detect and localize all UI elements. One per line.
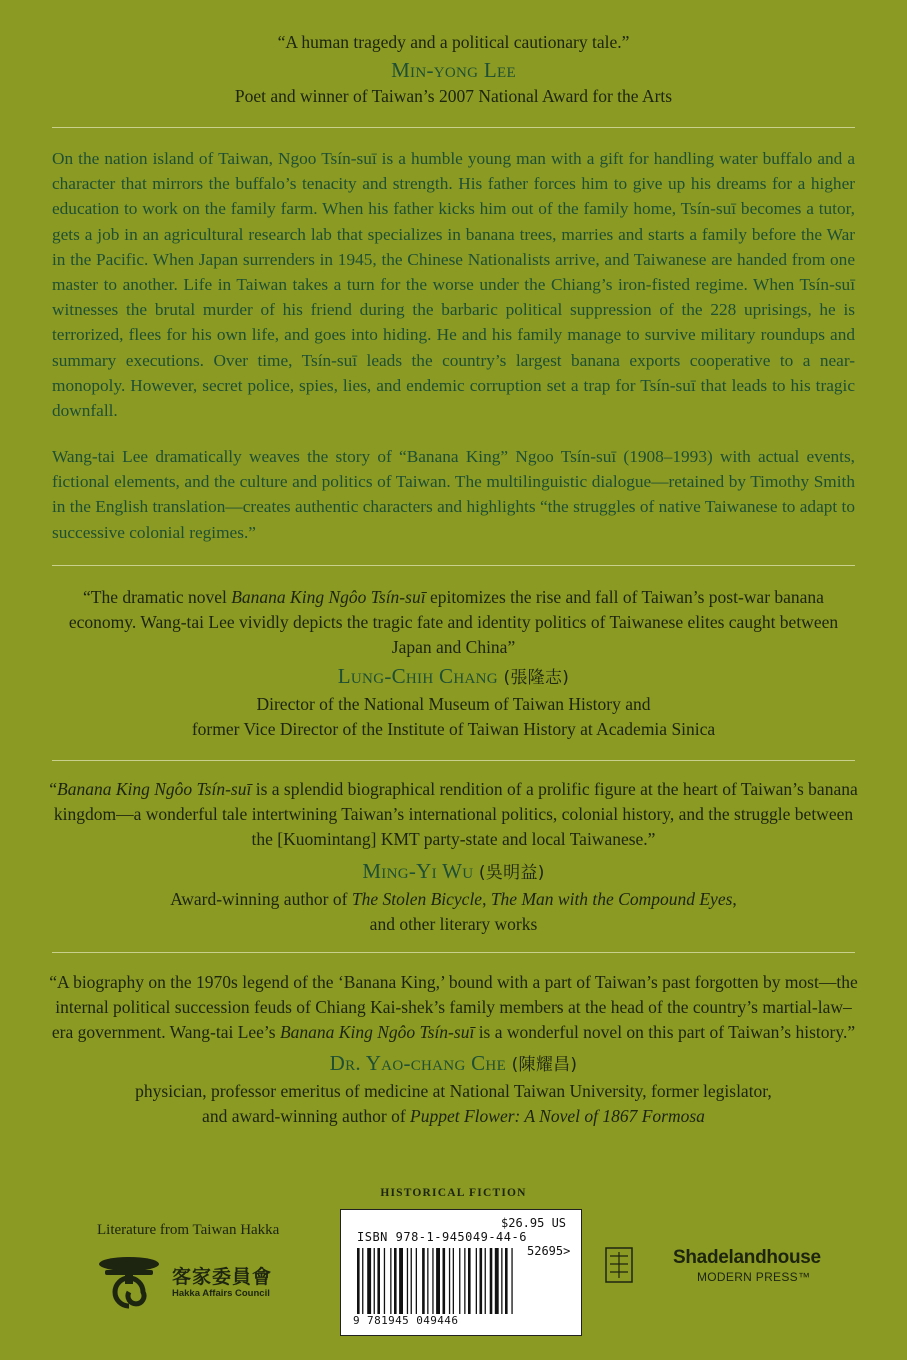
book-title-italic: Banana King Ngôo Tsín-suī (57, 779, 252, 799)
hakka-council-title: 客家委員會 (172, 1266, 273, 1288)
divider-2 (52, 565, 855, 566)
blurb-wu-credential-2: and other literary works (369, 914, 538, 934)
barcode-supplement: 52695> (527, 1244, 571, 1258)
blurb-wu-author: Ming-Yi Wu (吳明益) (362, 859, 545, 883)
blurb-che-quote: “A biography on the 1970s legend of the ‘Banana King,’ bound with a part of Taiwan’s past forgotten by most—the internal political succession feuds of Chiang Kai-shek’s family members at the head of the country’s martial-law–era government. Wang-tai Lee’s Banana King Ngôo Tsín-suī is a wonderful novel on this part of Taiwan’s history.” (49, 972, 858, 1042)
barcode-bars-icon (357, 1248, 567, 1314)
price-label: $26.95 US (501, 1216, 567, 1230)
hakka-council-subtitle: Hakka Affairs Council (172, 1288, 270, 1299)
publisher-name: Shadelandhouse (673, 1247, 821, 1268)
blurb-chang-credential-1: Director of the National Museum of Taiwan History and (256, 694, 651, 714)
blurb-chang (30, 585, 877, 742)
synopsis-paragraph-2: Wang-tai Lee dramatically weaves the story of “Banana King” Ngoo Tsín-suī (1908–1993) with actual events, fictional elements, and the culture and politics of Taiwan. The multilinguistic dialogue—retained by Timothy Smith in the English translation—creates authentic characters and highlights “the struggles of native Taiwanese to adapt to successive colonial regimes.” (52, 447, 855, 542)
top-blurb-author: Min-yong Lee (391, 58, 516, 82)
blurb-chang-quote: “The dramatic novel Banana King Ngôo Tsín-suī epitomizes the rise and fall of Taiwan’s post-war banana economy. Wang-tai Lee vividly depicts the tragic fate and identity politics of Taiwanese elites caught between Japan and China” (68, 587, 839, 657)
barcode-digits: 9 781945 049446 (353, 1314, 459, 1327)
blurb-wu-quote: “Banana King Ngôo Tsín-suī is a splendid biographical rendition of a prolific figure at the heart of Taiwan’s banana kingdom—a wonderful tale intertwining Taiwan’s international politics, colonial history, and the struggle between the [Kuomintang] KMT party-state and local Taiwanese.” (49, 779, 858, 849)
blurb-che-credential-1: physician, professor emeritus of medicine at National Taiwan University, former legislator, (135, 1081, 772, 1101)
blurb-wu (30, 777, 877, 937)
book-title-italic: Banana King Ngôo Tsín-suī (231, 587, 426, 607)
literature-label: Literature from Taiwan Hakka (97, 1222, 280, 1238)
divider-1 (52, 127, 855, 128)
blurb-chang-credential-2: former Vice Director of the Institute of Taiwan History at Academia Sinica (191, 719, 716, 739)
blurb-che (30, 970, 877, 1129)
blurb-wu-credential-1: Award-winning author of The Stolen Bicycle, The Man with the Compound Eyes, (170, 889, 737, 909)
shadelandhouse-logo-icon (604, 1246, 634, 1284)
isbn-barcode (340, 1209, 582, 1336)
book-title-italic: Banana King Ngôo Tsín-suī (279, 1022, 475, 1042)
top-blurb-credential: Poet and winner of Taiwan’s 2007 National Award for the Arts (234, 86, 673, 106)
divider-4 (52, 952, 855, 953)
blurb-chang-author: Lung-Chih Chang (張隆志) (337, 664, 570, 688)
divider-3 (52, 760, 855, 761)
top-blurb (30, 30, 877, 109)
blurb-che-credential-2: and award-winning author of Puppet Flower: A Novel of 1867 Formosa (202, 1106, 705, 1126)
top-blurb-quote: “A human tragedy and a political cautionary tale.” (277, 32, 630, 52)
publisher-subtitle: MODERN PRESS™ (697, 1270, 811, 1284)
isbn-label: ISBN 978-1-945049-44-6 (357, 1230, 527, 1244)
synopsis-paragraph-1: On the nation island of Taiwan, Ngoo Tsín-suī is a humble young man with a gift for handling water buffalo and a character that mirrors the buffalo’s tenacity and strength. His father forces him to give up his dreams for a higher education to work on the family farm. When his father kicks him out of the family home, Tsín-suī becomes a tutor, gets a job in an agricultural research lab that specializes in banana trees, marries and starts a family before the War in the Pacific. When Japan surrenders in 1945, the Chinese Nationalists arrive, and Taiwanese are handed from one master to another. Life in Taiwan takes a turn for the worse under the Chiang’s iron-fisted regime. When Tsín-suī witnesses the brutal murder of his friend during the barbaric political suppression of the 228 uprisings, he is terrorized, flees for his own life, and goes into hiding. He and his family manage to survive military roundups and summary executions. Over time, Tsín-suī leads the country’s largest banana exports cooperative to a near-monopoly. However, secret police, spies, lies, and endemic corruption set a trap for Tsín-suī that leads to his tragic downfall. (52, 149, 855, 421)
blurb-che-author: Dr. Yao-chang Che (陳耀昌) (329, 1051, 578, 1075)
genre-label: HISTORICAL FICTION (380, 1187, 527, 1199)
